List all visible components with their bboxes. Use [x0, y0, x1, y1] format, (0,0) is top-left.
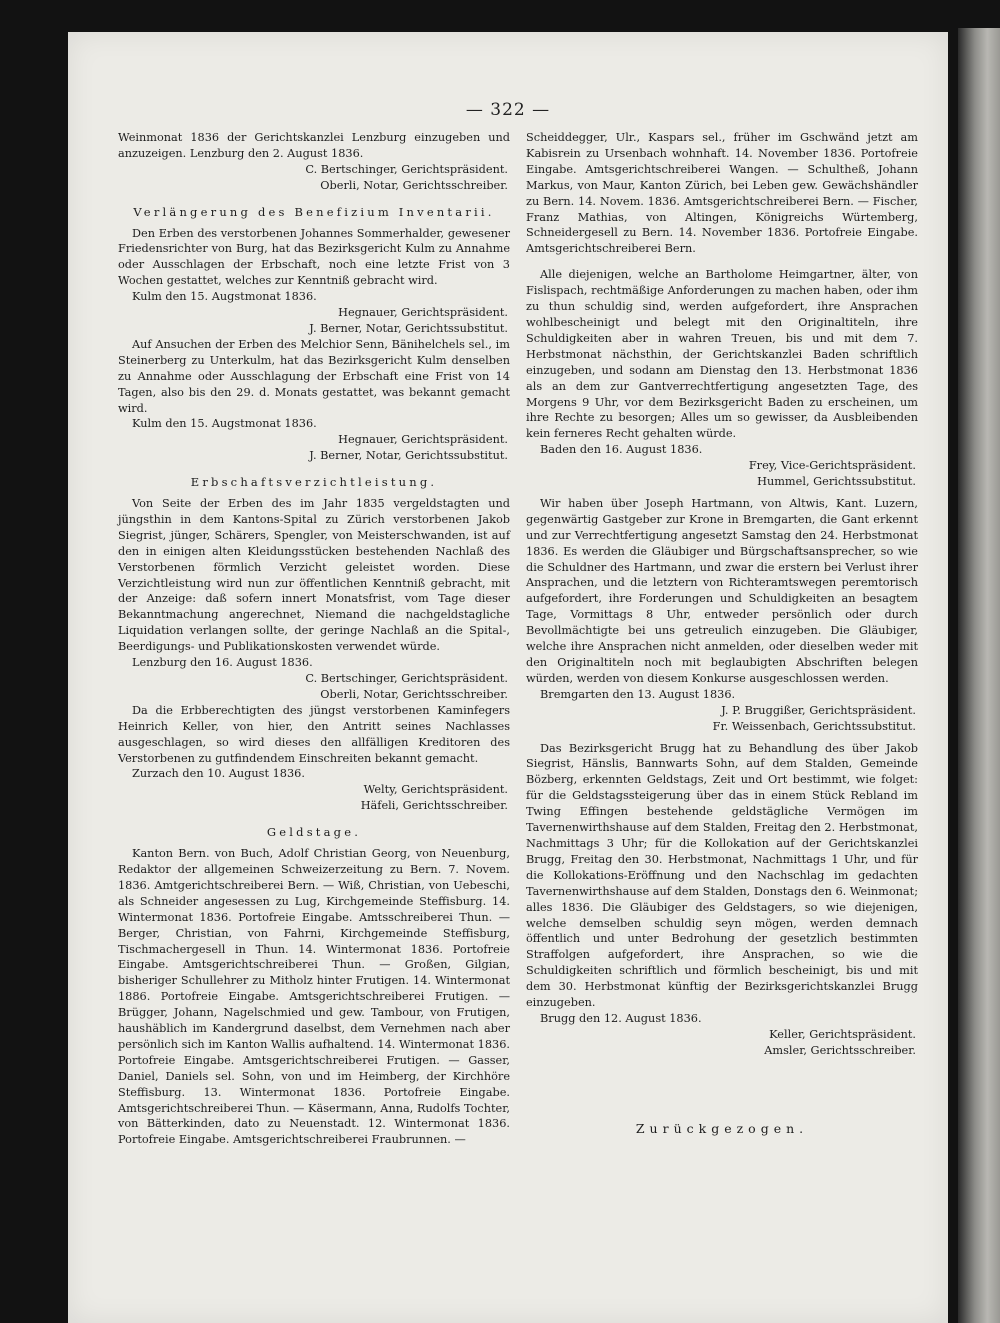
notice-hartmann-signature-1: J. P. Bruggißer, Gerichtspräsident.	[721, 703, 916, 717]
notice-brugg-date: Brugg den 12. August 1836.	[540, 1011, 702, 1025]
notice-hartmann-signature-2: Fr. Weissenbach, Gerichtssubstitut.	[712, 719, 916, 733]
section-heading-benefizium: Verlängerung des Benefizium Inventarii.	[133, 204, 495, 219]
notice-heimgartner: Alle diejenigen, welche an Bartholome Heimgartner, älter, von Fislispach, rechtmäßige Anforderungen zu machen haben, oder ihm zu thun schuldig sind, werden aufgefordert, ihre Ansprachen wohlbescheinigt und belegt mit den Originaltiteln, ihre Schuldigkeiten aber in wahren Treuen, bis und mit dem 7. Herbstmonat nächsthin, der Gerichtskanzlei Baden schriftlich einzugeben, und sodann am Dienstag den 13. Herbstmonat 1836 als an dem zur Gantverrechtfertigung angesetzten Tage, des Morgens 9 Uhr, vor dem Bezirksgericht Baden zu erscheinen, um ihre Rechte zu besorgen; Alles um so gewisser, da Ausbleibenden kein ferneres Recht gehalten würde.	[526, 268, 918, 441]
right-column	[526, 130, 918, 1137]
geldstage-continuation: Scheiddegger, Ulr., Kaspars sel., früher im Gschwänd jetzt am Kabisrein zu Ursenbach wohnhaft. 14. November 1836. Portofreie Eingabe. Amtsgerichtschreiberei Wangen. — Schultheß, Johann Markus, von Maur, Kanton Zürich, bei Leben gew. Gewächshändler zu Bern. 14. Novem. 1836. Amtsgerichtschreiberei Bern. — Fischer, Franz Mathias, von Altingen, Königreichs Würtemberg, Schneidergesell zu Bern. 14. November 1836. Portofreie Eingabe. Amtsgerichtschreiberei Bern.	[526, 131, 918, 256]
notice-hartmann-date: Bremgarten den 13. August 1836.	[540, 687, 736, 701]
intro-signature-1: C. Bertschinger, Gerichtspräsident.	[305, 162, 508, 176]
notice-sommerhalder-signature-1: Hegnauer, Gerichtspräsident.	[338, 306, 508, 320]
intro-signature-2: Oberli, Notar, Gerichtsschreiber.	[320, 178, 508, 192]
notice-sommerhalder: Den Erben des verstorbenen Johannes Sommerhalder, gewesener Friedensrichter von Burg, hat das Bezirksgericht Kulm zu Annahme oder Ausschlagen der Erbschaft, noch eine letzte Frist von 3 Wochen gestattet, welches zur Kenntniß gebracht wird.	[118, 226, 510, 288]
notice-heimgartner-signature-2: Hummel, Gerichtssubstitut.	[757, 475, 916, 489]
notice-siegrist: Von Seite der Erben des im Jahr 1835 vergeldstagten und jüngsthin in dem Kantons-Spital zu Zürich verstorbenen Jakob Siegrist, jünger, Schärers, Spengler, von Meisterschwanden, ist auf den in einigen alten Kleidungsstücken bestehenden Nachlaß des Verstorbenen förmlich Verzicht geleistet worden. Diese Verzichtleistung wird nun zur öffentlichen Kenntniß gebracht, mit der Anzeige: daß sofern innert Monatsfrist, vom Tage dieser Bekanntmachung angerechnet, Niemand die nachgeldstagliche Liquidation verlangen sollte, der geringe Nachlaß an die Spital-, Beerdigungs- und Publikationskosten verwendet würde.	[118, 497, 510, 654]
notice-keller-signature-2: Häfeli, Gerichtsschreiber.	[360, 799, 508, 813]
notice-senn-signature-2: J. Berner, Notar, Gerichtssubstitut.	[309, 449, 508, 463]
intro-text: Weinmonat 1836 der Gerichtskanzlei Lenzburg einzugeben und anzuzeigen. Lenzburg den 2. August 1836.	[118, 131, 510, 160]
notice-sommerhalder-date: Kulm den 15. Augstmonat 1836.	[132, 290, 317, 304]
newspaper-page	[68, 32, 948, 1323]
section-heading-zurueckgezogen: Zurückgezogen.	[635, 1120, 809, 1136]
section-heading-erbschaftsverzicht: Erbschaftsverzichtleistung.	[190, 475, 438, 490]
notice-brugg-signature-1: Keller, Gerichtspräsident.	[769, 1027, 916, 1041]
notice-brugg-signature-2: Amsler, Gerichtsschreiber.	[764, 1043, 916, 1057]
notice-keller-date: Zurzach den 10. August 1836.	[132, 767, 305, 781]
notice-senn: Auf Ansuchen der Erben des Melchior Senn, Bänihelchels sel., im Steinerberg zu Unterkulm, hat das Bezirksgericht Kulm denselben zu Annahme oder Ausschlagung der Erbschaft eine Frist von 14 Tagen, also bis den 29. d. Monats gestattet, was bekannt gemacht wird.	[118, 337, 510, 415]
notice-keller-signature-1: Welty, Gerichtspräsident.	[363, 783, 508, 797]
notice-keller: Da die Erbberechtigten des jüngst verstorbenen Kaminfegers Heinrich Keller, von hier, den Antritt seines Nachlasses ausgeschlagen, so wird dieses den allfälligen Kreditoren des Verstorbenen zu gutfindendem Einschreiten bekannt gemacht.	[118, 703, 510, 765]
notice-siegrist-signature-1: C. Bertschinger, Gerichtspräsident.	[305, 672, 508, 685]
notice-siegrist-signature-2: Oberli, Notar, Gerichtsschreiber.	[320, 687, 508, 701]
notice-senn-signature-1: Hegnauer, Gerichtspräsident.	[338, 433, 508, 447]
geldstage-list: Kanton Bern. von Buch, Adolf Christian Georg, von Neuenburg, Redaktor der allgemeinen Schweizerzeitung zu Bern. 7. Novem. 1836. Amtgerichtschreiberei Bern. — Wiß, Christian, von Uebeschi, als Schneider angesessen zu Lug, Kirchgemeinde Steffisburg. 14. Wintermonat 1836. Portofreie Eingabe. Amtsschreiberei Thun. — Berger, Christian, von Fahrni, Kirchgemeinde Steffisburg, Tischmachergesell in Thun. 14. Wintermonat 1836. Portofreie Eingabe. Amtsgerichtschreiberei Thun. — Großen, Gilgian, bisheriger Schullehrer zu Mitholz hinter Frutigen. 14. Wintermonat 1886. Portofreie Eingabe. Amtsgerichtschreiberei Frutigen. — Brügger, Johann, Nagelschmied und gew. Tambour, von Frutigen, haushäblich im Kandergrund daselbst, dem Vernehmen nach aber persönlich sich im Kanton Wallis aufhaltend. 14. Wintermonat 1836. Portofreie Eingabe. Amtsgerichtschreiberei Frutigen. — Gasser, Daniel, Daniels sel. Sohn, von und im Heimberg, der Kirchhöre Steffisburg. 13. Wintermonat 1836. Portofreie Eingabe. Amtsgerichtschreiberei Thun. — Käsermann, Anna, Rudolfs Tochter, von Bätterkinden, dato zu Neuenstadt. 12. Wintermonat 1836. Portofreie Eingabe. Amtsgerichtschreiberei Fraubrunnen. —	[118, 847, 510, 1147]
notice-sommerhalder-signature-2: J. Berner, Notar, Gerichtssubstitut.	[309, 321, 508, 335]
notice-heimgartner-signature-1: Frey, Vice-Gerichtspräsident.	[748, 459, 916, 473]
notice-senn-date: Kulm den 15. Augstmonat 1836.	[132, 417, 317, 431]
next-page-edge	[958, 28, 1000, 1323]
notice-hartmann: Wir haben über Joseph Hartmann, von Altwis, Kant. Luzern, gegenwärtig Gastgeber zur Krone in Bremgarten, die Gant erkennt und zur Verrechtfertigung angesetzt Samstag den 24. Herbstmonat 1836. Es werden die Gläubiger und Bürgschaftsansprecher, so wie die Schuldner des Hartmann, und zwar die erstern bei Verlust ihrer Ansprachen, und die letztern von Richteramtswegen peremtorisch aufgefordert, ihre Forderungen und Schuldigkeiten an besagtem Tage, Vormittags 8 Uhr, entweder persönlich oder durch Bevollmächtigte bei uns getreulich einzugeben. Die Gläubiger, welche ihre Ansprachen nicht anmelden, oder dieselben weder mit den Originaltiteln noch mit beglaubigten Abschriften belegen würden, werden von diesem Konkurse ausgeschlossen werden.	[526, 496, 918, 685]
notice-brugg: Das Bezirksgericht Brugg hat zu Behandlung des über Jakob Siegrist, Hänslis, Bannwarts Sohn, auf dem Stalden, Gemeinde Bözberg, erkennten Geldstags, Zeit und Ort bestimmt, wie folget: für die Geldstagssteigerung über das in einem Stück Rebland im Twing Effingen bestehende geldstägliche Vermögen im Tavernenwirthshause auf dem Stalden, Freitag den 2. Herbstmonat, Nachmittags 3 Uhr; für die Kollokation auf der Gerichtskanzlei Brugg, Freitag den 30. Herbstmonat, Nachmittags 1 Uhr, und für die Kollokations-Eröffnung und den Nachschlag im gedachten Tavernenwirthshause auf dem Stalden, Donstags den 6. Weinmonat; alles 1836. Die Gläubiger des Geldstagers, so wie diejenigen, welche demselben schuldig seyn mögen, werden demnach öffentlich und unter Bedrohung der gesetzlich bestimmten Straffolgen aufgefordert, ihre Ansprachen, so wie die Schuldigkeiten schriftlich und förmlich bescheinigt, bis und mit dem 30. Herbstmonat künftig der Bezirksgerichtskanzlei Brugg einzugeben.	[526, 741, 918, 1010]
notice-siegrist-date: Lenzburg den 16. August 1836.	[132, 656, 313, 670]
section-heading-geldstage: Geldstage.	[266, 825, 362, 840]
notice-heimgartner-date: Baden den 16. August 1836.	[540, 443, 703, 457]
page-number: — 322 —	[465, 100, 551, 120]
left-column	[118, 130, 510, 1148]
